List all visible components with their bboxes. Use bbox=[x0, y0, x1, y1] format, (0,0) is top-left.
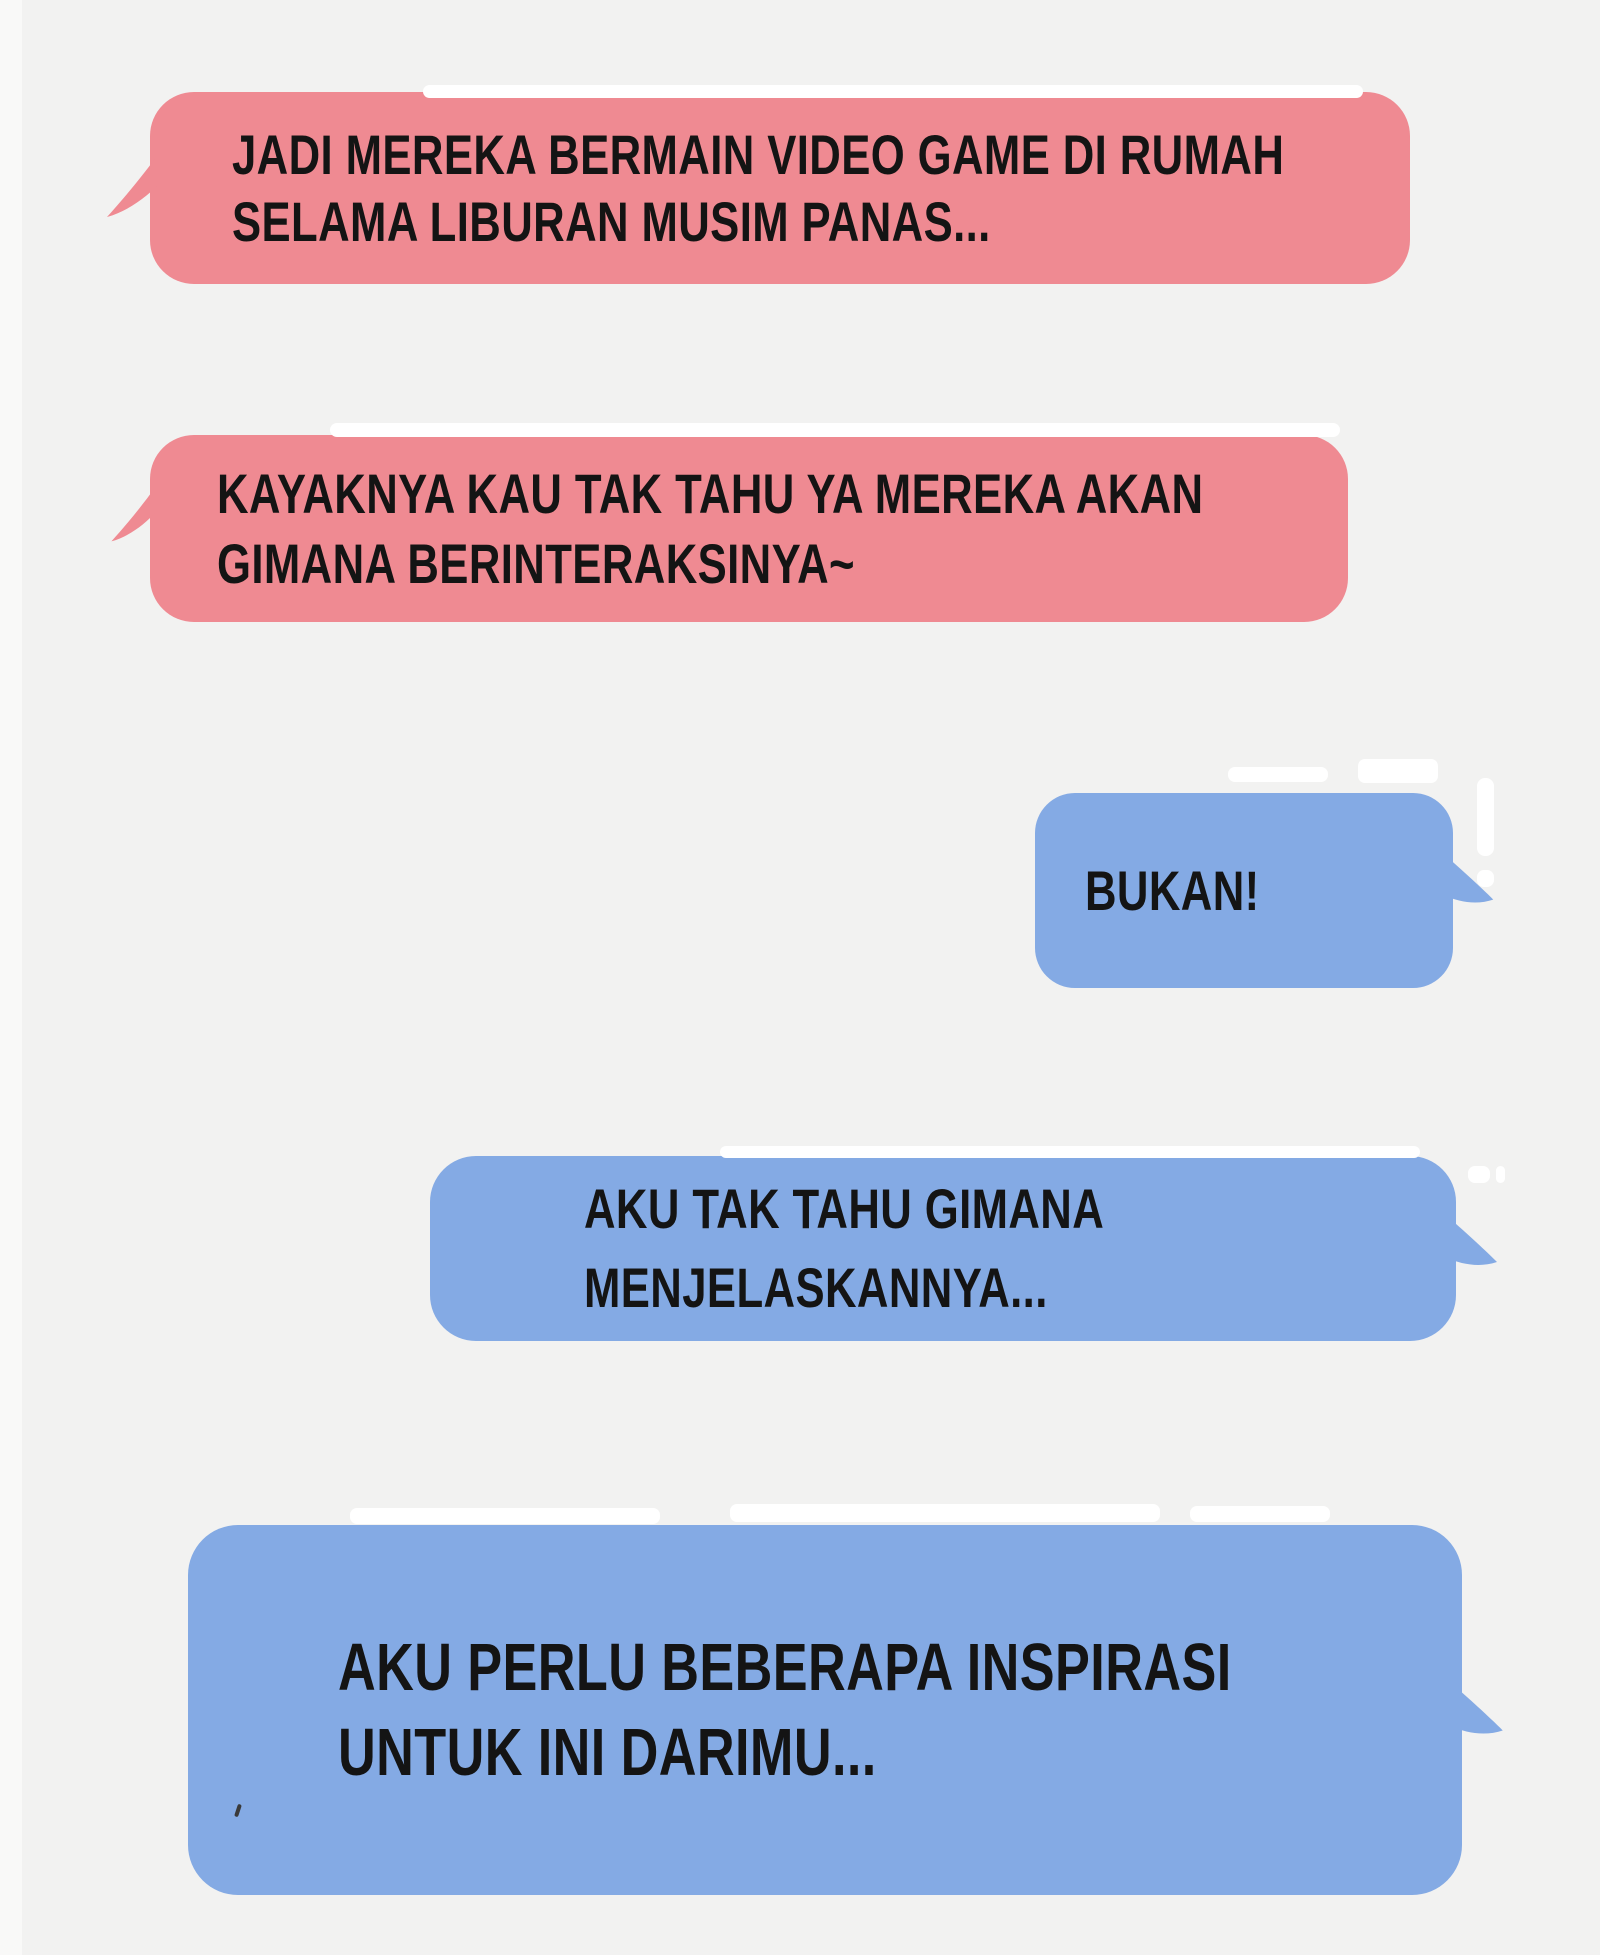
message-bubble-incoming bbox=[150, 92, 1410, 284]
message-text-block bbox=[1035, 857, 1453, 924]
message-text-line: JADI MEREKA BERMAIN VIDEO GAME DI RUMAH bbox=[232, 122, 1285, 186]
erased-text-artifact bbox=[720, 1146, 1420, 1158]
message-bubble-incoming bbox=[150, 435, 1348, 622]
message-text-line: MENJELASKANNYA... bbox=[584, 1255, 1048, 1319]
message-text-line: UNTUK INI DARIMU... bbox=[338, 1715, 877, 1790]
erased-text-artifact bbox=[1190, 1506, 1330, 1522]
message-text-block bbox=[430, 1170, 1456, 1327]
message-text-line: AKU PERLU BEBERAPA INSPIRASI bbox=[338, 1629, 1232, 1705]
bubble-tail-left bbox=[105, 487, 161, 551]
message-text-line: SELAMA LIBURAN MUSIM PANAS... bbox=[232, 190, 991, 253]
erased-text-artifact bbox=[1496, 1166, 1505, 1183]
erased-text-artifact bbox=[1228, 767, 1328, 782]
erased-text-artifact bbox=[1358, 759, 1438, 783]
erased-text-artifact bbox=[330, 423, 1340, 437]
message-text-line: KAYAKNYA KAU TAK TAHU YA MEREKA AKAN bbox=[217, 461, 1204, 525]
message-bubble-outgoing bbox=[1035, 793, 1453, 988]
message-text-block bbox=[150, 459, 1348, 599]
bubble-tail-right bbox=[1451, 1683, 1505, 1749]
message-text-line: GIMANA BERINTERAKSINYA~ bbox=[217, 531, 855, 595]
erased-exclamation-bar-artifact bbox=[1477, 778, 1494, 856]
erased-exclamation-dot-artifact bbox=[1477, 870, 1494, 887]
erased-text-artifact bbox=[1468, 1166, 1490, 1183]
message-bubble-outgoing bbox=[188, 1525, 1462, 1895]
message-text-line: BUKAN! bbox=[1085, 858, 1260, 922]
message-text-block bbox=[150, 121, 1410, 255]
erased-text-artifact bbox=[423, 85, 1363, 98]
message-bubble-outgoing bbox=[430, 1156, 1456, 1341]
page-edge-strip bbox=[0, 0, 22, 1955]
message-text-block bbox=[188, 1625, 1462, 1795]
bubble-tail-right bbox=[1447, 1216, 1499, 1280]
message-text-line: AKU TAK TAHU GIMANA bbox=[584, 1177, 1105, 1241]
erased-text-artifact bbox=[350, 1508, 660, 1524]
bubble-tail-left bbox=[105, 148, 163, 230]
erased-text-artifact bbox=[730, 1504, 1160, 1522]
